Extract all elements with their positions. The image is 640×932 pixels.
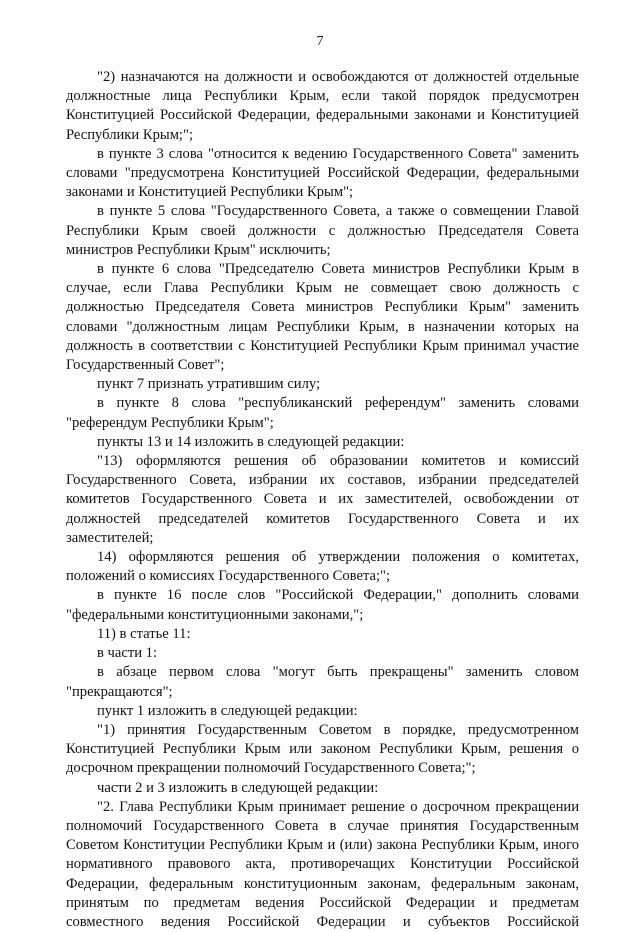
paragraph-point-1: пункт 1 изложить в следующей редакции:	[97, 702, 358, 719]
paragraph-item-13-text: "13) оформляются решения об образовании комитетов и комиссий Государственного Совета, избрании их составов, избрании председателей комитетов Государственного Совета и их заместителей, освобождении от должностей председателей комитетов Государственного Совета и их заместителей;	[66, 453, 579, 546]
paragraph-item-14-text: 14) оформляются решения об утверждении положения о комитетах, положений о комиссиях Государственного Совета;";	[66, 549, 579, 585]
paragraph-part-1: в части 1:	[97, 645, 158, 662]
paragraph-point-7: пункт 7 признать утратившим силу;	[97, 376, 321, 393]
document-body	[66, 68, 579, 932]
paragraph-point-5: в пункте 5 слова "Государственного Совета, а также о совмещении Главой Республики Крым своей должности с должностью Председателя Совета министров Республики Крым" исключить;	[66, 203, 579, 258]
paragraph-point-3: в пункте 3 слова "относится к ведению Государственного Совета" заменить словами "предусмотрена Конституцией Российской Федерации, федеральными законами и Конституцией Республики Крым";	[66, 145, 579, 201]
paragraph-first-abzac: в абзаце первом слова "могут быть прекращены" заменить словом "прекращаются";	[66, 664, 579, 700]
paragraph-part-2-text: "2. Глава Республики Крым принимает решение о досрочном прекращении полномочий Государственного Совета в случае принятия Государственным Советом Конституции Республики Крым и (или) закона Республики Крым, иного нормативного правового акта, противоречащих Конституции Российской Федерации, федеральным конституционным законам, федеральным законам, принятым по предметам ведения Российской Федерации и предметам совместного ведения Российской Федерации и субъектов Российской	[66, 798, 579, 930]
paragraph-point-16: в пункте 16 после слов "Российской Федерации," дополнить словами "федеральными конституционными законами,";	[66, 587, 579, 623]
paragraph-article-11: 11) в статье 11:	[97, 625, 191, 642]
paragraph-item-1-text: "1) принятия Государственным Советом в порядке, предусмотренном Конституцией Республики Крым или законом Республики Крым, решения о досрочном прекращении полномочий Государственного Совета;";	[66, 721, 579, 777]
paragraph-point-6: в пункте 6 слова "Председателю Совета министров Республики Крым в случае, если Глава Республики Крым не совмещает свою должность с должностью Председателя Совета министров Республики Крым" заменить словами "должностным лицам Республики Крым, в назначении которых на должность в соответствии с Конституцией Республики Крым принимал участие Государственный Совет";	[66, 261, 579, 374]
paragraph-points-13-14: пункты 13 и 14 изложить в следующей редакции:	[97, 433, 405, 450]
page-number: 7	[316, 34, 324, 49]
paragraph-item-2-text: "2) назначаются на должности и освобождаются от должностей отдельные должностные лица Республики Крым, если такой порядок предусмотрен Конституцией Российской Федерации, федеральными законами и Конституцией Республики Крым;";	[66, 69, 579, 143]
paragraph-parts-2-3: части 2 и 3 изложить в следующей редакции:	[97, 779, 379, 796]
paragraph-point-8: в пункте 8 слова "республиканский референдум" заменить словами "референдум Республики Крым";	[66, 395, 579, 431]
